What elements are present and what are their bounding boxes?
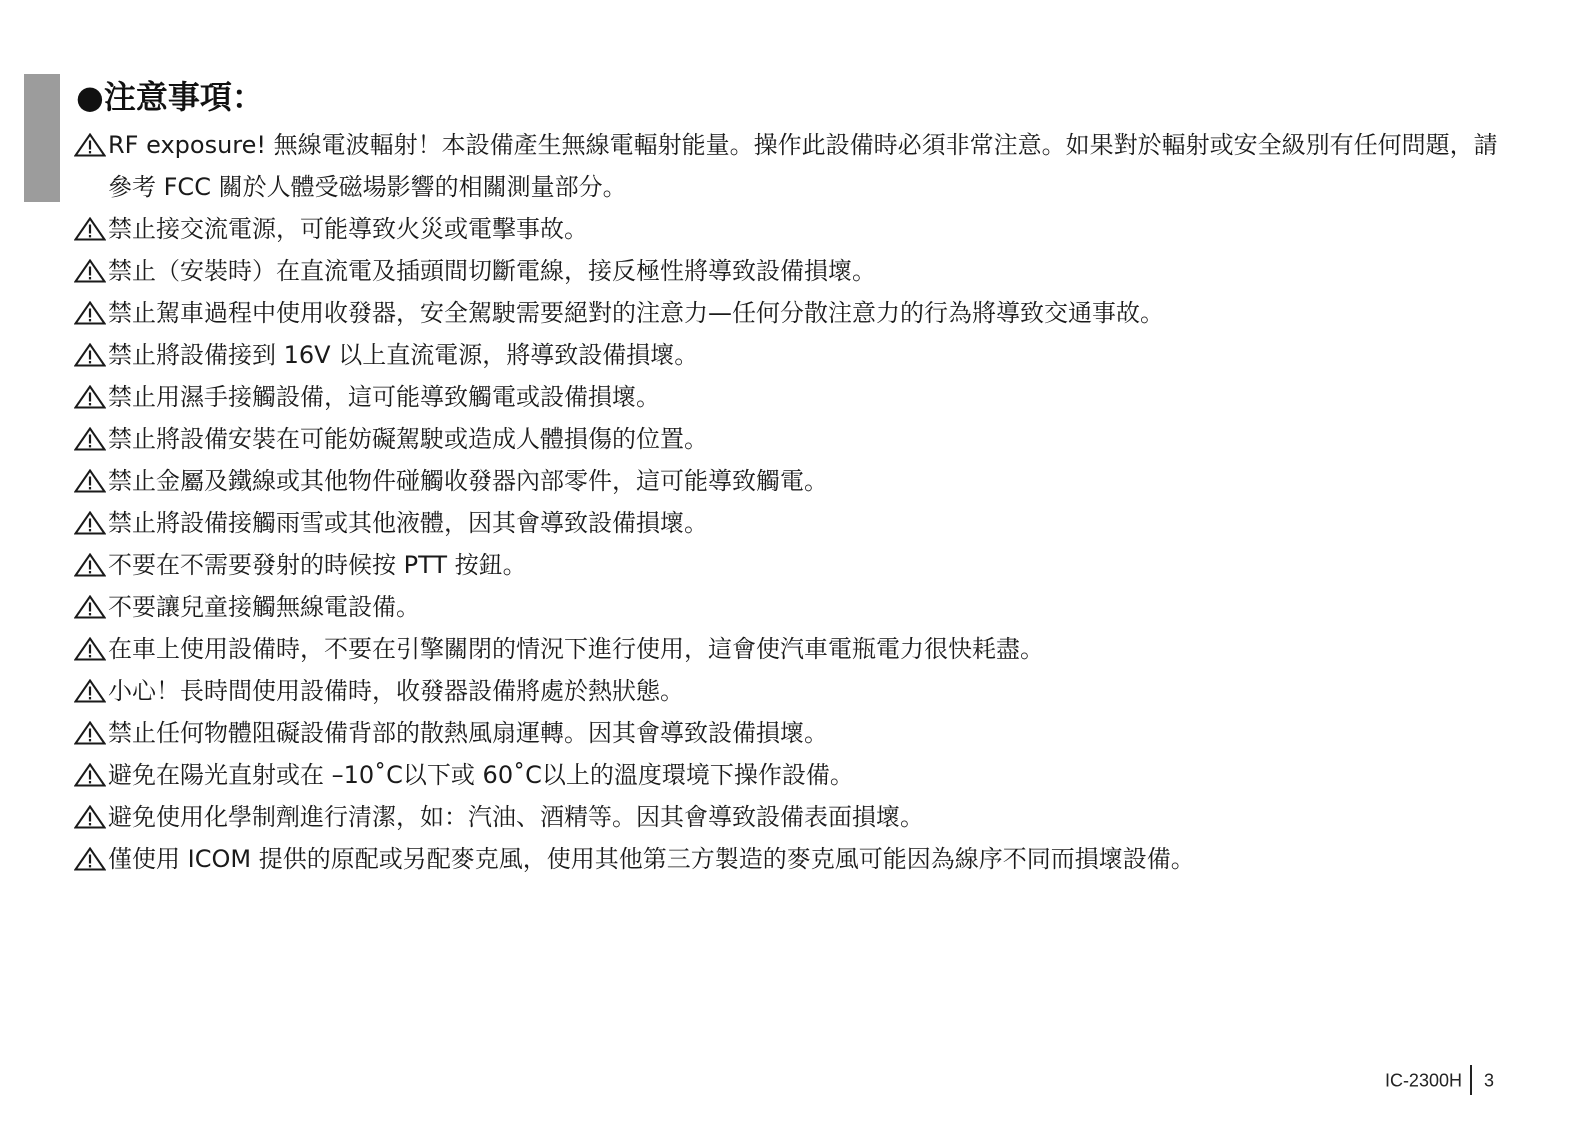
warning-triangle-icon	[74, 469, 106, 493]
section-title: 注意事項：	[103, 78, 264, 116]
warning-triangle-icon	[74, 679, 106, 703]
warning-triangle-icon	[74, 301, 106, 325]
warning-item	[74, 124, 1514, 208]
warning-triangle-icon	[74, 259, 106, 283]
warning-item	[74, 334, 1514, 376]
warning-item	[74, 796, 1514, 838]
warning-triangle-icon	[74, 721, 106, 745]
warning-text: 僅使用 ICOM 提供的原配或另配麥克風，使用其他第三方製造的麥克風可能因為線序不同而損壞設備。	[108, 845, 1195, 873]
warning-triangle-icon	[74, 343, 106, 367]
warning-triangle-icon	[74, 217, 106, 241]
warning-text: 禁止任何物體阻礙設備背部的散熱風扇運轉。因其會導致設備損壞。	[108, 719, 828, 747]
warning-item	[74, 292, 1514, 334]
warning-item	[74, 838, 1514, 880]
warning-text: RF exposure! 無線電波輻射！本設備產生無線電輻射能量。操作此設備時必須非常注意。如果對於輻射或安全級別有任何問題，請參考 FCC 關於人體受磁場影響的相關測量部分。	[108, 131, 1498, 201]
warning-text: 在車上使用設備時，不要在引擎關閉的情況下進行使用，這會使汽車電瓶電力很快耗盡。	[108, 635, 1044, 663]
warning-item	[74, 250, 1514, 292]
warning-item	[74, 502, 1514, 544]
warning-triangle-icon	[74, 805, 106, 829]
warning-text: 不要讓兒童接觸無線電設備。	[108, 593, 420, 621]
page-footer	[1385, 1064, 1494, 1094]
warning-text: 禁止將設備接到 16V 以上直流電源，將導致設備損壞。	[108, 341, 699, 369]
warning-text: 不要在不需要發射的時候按 PTT 按鈕。	[108, 551, 527, 579]
warning-text: 禁止用濕手接觸設備，這可能導致觸電或設備損壞。	[108, 383, 660, 411]
warning-triangle-icon	[74, 133, 106, 157]
warning-item	[74, 418, 1514, 460]
warning-triangle-icon	[74, 595, 106, 619]
warning-text: 禁止將設備安裝在可能妨礙駕駛或造成人體損傷的位置。	[108, 425, 708, 453]
warning-item	[74, 586, 1514, 628]
page-number: 3	[1483, 1070, 1494, 1091]
section-marker-bar	[24, 74, 60, 202]
model-name: IC-2300H	[1384, 1070, 1462, 1091]
warning-item	[74, 754, 1514, 796]
warning-triangle-icon	[74, 847, 106, 871]
warning-text: 避免使用化學制劑進行清潔，如：汽油、酒精等。因其會導致設備表面損壞。	[108, 803, 924, 831]
warning-text: 禁止（安裝時）在直流電及插頭間切斷電線，接反極性將導致設備損壞。	[108, 257, 876, 285]
warning-item	[74, 670, 1514, 712]
warning-triangle-icon	[74, 385, 106, 409]
warning-triangle-icon	[74, 511, 106, 535]
warning-item	[74, 544, 1514, 586]
warning-triangle-icon	[74, 427, 106, 451]
warning-triangle-icon	[74, 763, 106, 787]
warning-item	[74, 460, 1514, 502]
warning-triangle-icon	[74, 553, 106, 577]
warning-item	[74, 712, 1514, 754]
warning-item	[74, 208, 1514, 250]
warning-text: 禁止接交流電源，可能導致火災或電擊事故。	[108, 215, 588, 243]
warning-text: 禁止將設備接觸雨雪或其他液體，因其會導致設備損壞。	[108, 509, 708, 537]
warning-text: 小心！長時間使用設備時，收發器設備將處於熱狀態。	[108, 677, 684, 705]
footer-divider	[1470, 1065, 1472, 1095]
warning-item	[74, 376, 1514, 418]
warning-list	[74, 124, 1514, 880]
warning-text: 避免在陽光直射或在 –10˚C以下或 60˚C以上的溫度環境下操作設備。	[108, 761, 854, 789]
warning-triangle-icon	[74, 637, 106, 661]
section-heading	[76, 76, 264, 118]
warning-text: 禁止金屬及鐵線或其他物件碰觸收發器內部零件，這可能導致觸電。	[108, 467, 828, 495]
warning-text: 禁止駕車過程中使用收發器，安全駕駛需要絕對的注意力—任何分散注意力的行為將導致交通事故。	[108, 299, 1164, 327]
bullet-icon: ●	[76, 78, 104, 116]
warning-item	[74, 628, 1514, 670]
